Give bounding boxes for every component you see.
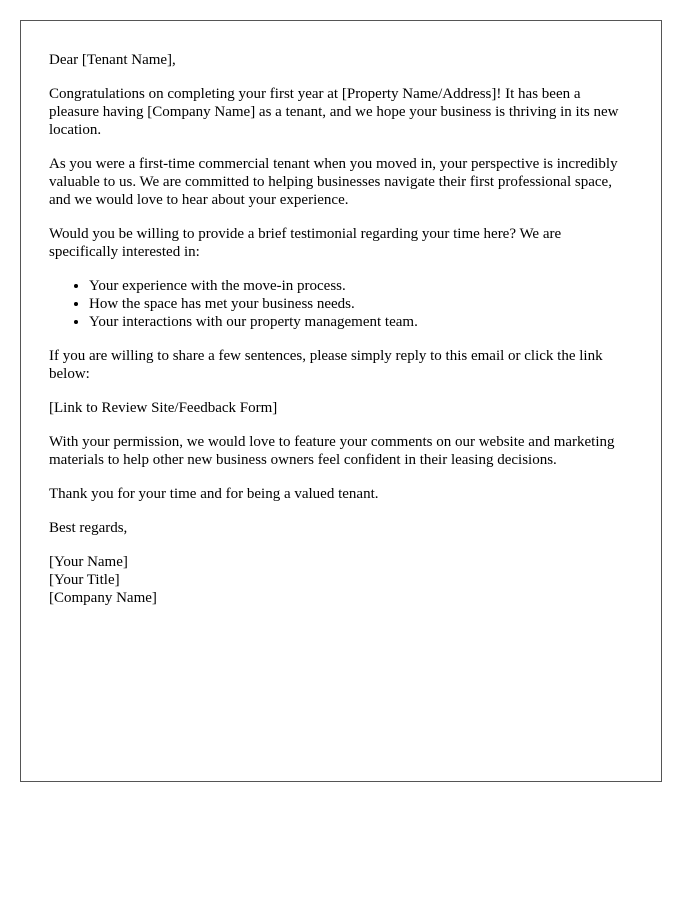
paragraph-congratulations: Congratulations on completing your first year at [Property Name/Address]! It has been a pleasure having [Company Name] as a tenant, and we hope your business is thriving in its new location.: [49, 86, 619, 138]
feedback-link-placeholder: [Link to Review Site/Feedback Form]: [49, 400, 278, 416]
paragraph-perspective: As you were a first-time commercial tenant when you moved in, your perspective is incredibly valuable to us. We are committed to helping businesses navigate their first professional space, and we would love to hear about your experience.: [49, 156, 618, 208]
list-item: • Your experience with the move-in process.: [89, 277, 633, 295]
list-item: • How the space has met your business needs.: [89, 295, 633, 313]
paragraph-thanks: Thank you for your time and for being a valued tenant.: [49, 486, 379, 502]
signature-company: [Company Name]: [49, 590, 157, 606]
salutation: Dear [Tenant Name],: [49, 52, 176, 68]
interest-list: [49, 277, 633, 331]
signature-block: [49, 553, 633, 607]
closing: Best regards,: [49, 520, 128, 536]
letter: [20, 20, 662, 782]
signature-name: [Your Name]: [49, 554, 128, 570]
list-item: • Your interactions with our property management team.: [89, 313, 633, 331]
paragraph-testimonial-request: Would you be willing to provide a brief testimonial regarding your time here? We are specifically interested in:: [49, 226, 562, 260]
paragraph-permission: With your permission, we would love to feature your comments on our website and marketing materials to help other new business owners feel confident in their leasing decisions.: [49, 434, 615, 468]
signature-title: [Your Title]: [49, 572, 120, 588]
paragraph-reply: If you are willing to share a few sentences, please simply reply to this email or click the link below:: [49, 348, 603, 382]
